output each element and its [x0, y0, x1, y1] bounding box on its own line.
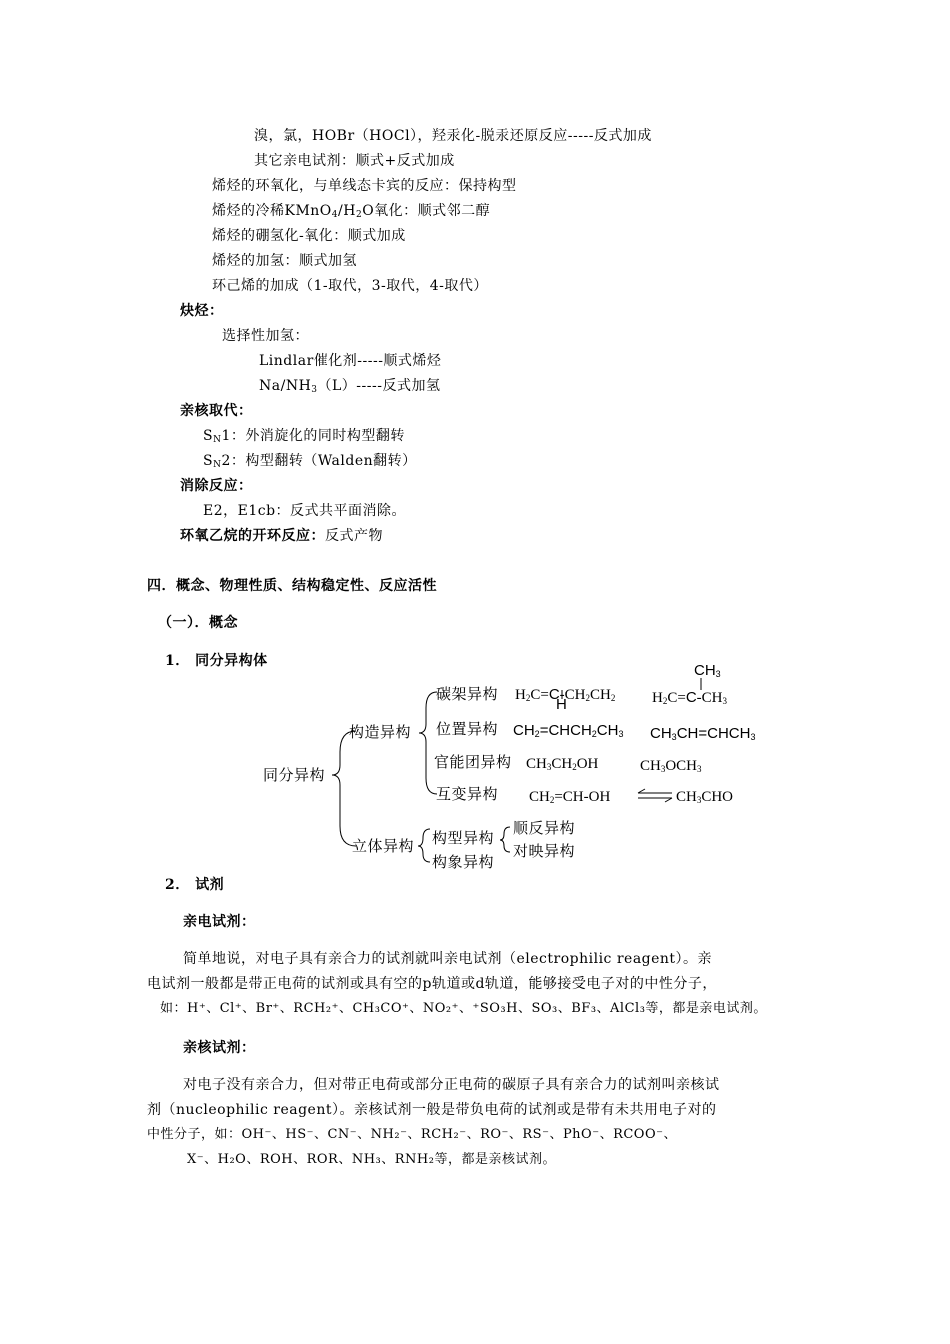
elimination-text: E2，E1cb：反式共平面消除。 [203, 503, 407, 519]
nucleophile-heading: 亲核试剂： [183, 1040, 256, 1056]
functional-group-isomer: 官能团异构 [434, 753, 512, 771]
constitutional-isomer: 构造异构 [349, 723, 412, 741]
elimination-heading: 消除反应： [180, 478, 253, 494]
dimethyl-ether-formula: $CH_3OCH_3$ [640, 758, 702, 774]
subsection-concept: （一）．概念 [158, 615, 238, 631]
nucleophile-para-4: X⁻、H₂O、ROH、ROR、NH₃、RNH₂等，都是亲核试剂。 [187, 1152, 556, 1167]
nucsub-heading: 亲核取代： [180, 403, 253, 419]
electrophile-para-1: 简单地说，对电子具有亲合力的试剂就叫亲电试剂（electrophilic reagent）。亲 [183, 951, 713, 967]
but-2-ene-formula: $CH_3CH=CHCH_3$ [650, 725, 756, 742]
vinyl-alcohol-formula: $CH_2=CH-OH$ [529, 789, 611, 805]
ethanol-formula: $CH_3CH_2OH$ [526, 756, 599, 772]
nucleophile-para-3: 中性分子，如：OH⁻、HS⁻、CN⁻、NH₂⁻、RCH₂⁻、RO⁻、RS⁻、PhO⁻、RCOO⁻、 [147, 1127, 677, 1142]
configurational-isomer: 构型异构 [432, 829, 495, 847]
nucleophile-para-1: 对电子没有亲合力，但对带正电荷或部分正电荷的碳原子具有亲合力的试剂叫亲核试 [183, 1077, 720, 1093]
alkene-line-5: 烯烃的硼氢化-氧化：顺式加成 [212, 228, 406, 244]
electrophile-heading: 亲电试剂： [183, 914, 256, 930]
electrophile-para-3: 如：H⁺、Cl⁺、Br⁺、RCH₂⁺、CH₃CO⁺、NO₂⁺、⁺SO₃H、SO₃、BF₃、AlCl₃等，都是亲电试剂。 [160, 1001, 767, 1016]
alkene-line-3: 烯烃的环氧化，与单线态卡宾的反应：保持构型 [212, 178, 517, 194]
sn2-line: $S_N2$：构型翻转（Walden翻转） [203, 453, 417, 470]
tautomer: 互变异构 [436, 785, 499, 803]
epoxide-line: 环氧乙烷的开环反应：反式产物 [180, 528, 383, 544]
electrophile-para-2: 电试剂一般都是带正电荷的试剂或具有空的p轨道或d轨道，能够接受电子对的中性分子， [147, 976, 717, 992]
sn1-line: $S_N1$：外消旋化的同时构型翻转 [203, 428, 405, 445]
alkyne-heading: 炔烃： [180, 303, 224, 319]
selective-hydrogenation: 选择性加氢： [222, 328, 309, 344]
cis-trans-isomer: 顺反异构 [513, 819, 576, 837]
conformational-isomer: 构象异构 [432, 853, 495, 871]
alkene-line-1: 溴，氯，HOBr（HOCl），羟汞化-脱汞还原反应-----反式加成 [254, 128, 652, 144]
acetaldehyde-formula: $CH_3CHO$ [676, 789, 734, 805]
stereo-isomer: 立体异构 [352, 837, 415, 855]
skeleton-isomer: 碳架异构 [436, 685, 499, 703]
butene-formula: $H_2C=C-CH_2CH_2$ [515, 686, 616, 703]
isobutene-formula: $H_2C=C-CH_3$ [652, 689, 727, 706]
alkene-line-7: 环己烯的加成（1-取代，3-取代，4-取代） [212, 278, 488, 294]
methyl-branch: $CH_3$ [694, 662, 721, 679]
but-1-ene-formula: $CH_2=CHCH_2CH_3$ [513, 722, 624, 739]
na-nh3-line: $Na/NH_3(L)-----$反式加氢 [259, 378, 441, 395]
alkene-line-4: 烯烃的冷稀$KMnO_4/H_2O$氧化：顺式邻二醇 [212, 203, 491, 220]
section-4-title: 四．概念、物理性质、结构稳定性、反应活性 [147, 578, 437, 594]
item-isomers: 1． 同分异构体 [165, 653, 268, 669]
alkene-line-2: 其它亲电试剂：顺式+反式加成 [254, 153, 455, 169]
h-label: H [556, 696, 567, 713]
lindlar-line: Lindlar催化剂-----顺式烯烃 [259, 353, 442, 369]
nucleophile-para-2: 剂（nucleophilic reagent）。亲核试剂一般是带负电荷的试剂或是带有未共用电子对的 [147, 1102, 717, 1118]
alkene-line-6: 烯烃的加氢：顺式加氢 [212, 253, 357, 269]
item-reagents: 2． 试剂 [165, 877, 225, 893]
enantiomer: 对映异构 [513, 842, 576, 860]
position-isomer: 位置异构 [436, 720, 499, 738]
isomer-root: 同分异构 [263, 766, 326, 784]
